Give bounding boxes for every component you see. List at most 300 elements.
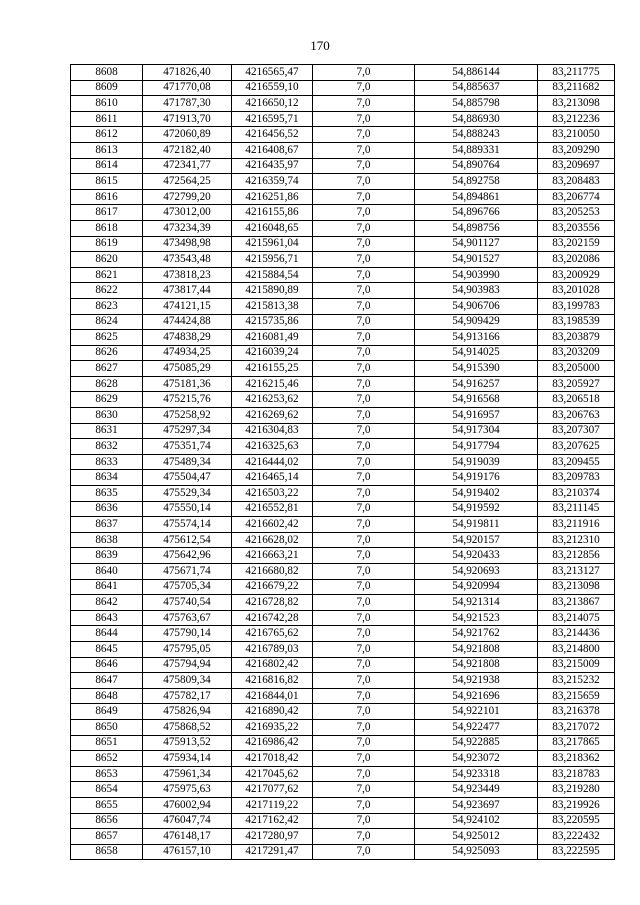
accuracy-cell: 7,0 bbox=[313, 236, 415, 252]
table-row bbox=[71, 205, 615, 221]
y-coordinate-cell: 4216155,86 bbox=[232, 205, 313, 221]
latitude-cell: 54,916257 bbox=[415, 376, 538, 392]
point-number-cell: 8651 bbox=[71, 735, 143, 751]
point-number-cell: 8648 bbox=[71, 688, 143, 704]
table-row bbox=[71, 688, 615, 704]
y-coordinate-cell: 4215956,71 bbox=[232, 252, 313, 268]
point-number-cell: 8616 bbox=[71, 189, 143, 205]
table-row bbox=[71, 454, 615, 470]
y-coordinate-cell: 4217018,42 bbox=[232, 751, 313, 767]
longitude-cell: 83,198539 bbox=[538, 314, 615, 330]
longitude-cell: 83,211682 bbox=[538, 80, 615, 96]
accuracy-cell: 7,0 bbox=[313, 735, 415, 751]
y-coordinate-cell: 4216215,46 bbox=[232, 376, 313, 392]
latitude-cell: 54,921808 bbox=[415, 641, 538, 657]
point-number-cell: 8629 bbox=[71, 392, 143, 408]
point-number-cell: 8617 bbox=[71, 205, 143, 221]
accuracy-cell: 7,0 bbox=[313, 532, 415, 548]
longitude-cell: 83,222432 bbox=[538, 829, 615, 845]
latitude-cell: 54,921762 bbox=[415, 626, 538, 642]
table-row bbox=[71, 704, 615, 720]
point-number-cell: 8623 bbox=[71, 298, 143, 314]
y-coordinate-cell: 4216742,28 bbox=[232, 610, 313, 626]
accuracy-cell: 7,0 bbox=[313, 813, 415, 829]
accuracy-cell: 7,0 bbox=[313, 314, 415, 330]
latitude-cell: 54,920157 bbox=[415, 532, 538, 548]
table-row bbox=[71, 361, 615, 377]
x-coordinate-cell: 475809,34 bbox=[143, 673, 232, 689]
table-row bbox=[71, 532, 615, 548]
y-coordinate-cell: 4216359,74 bbox=[232, 174, 313, 190]
longitude-cell: 83,210050 bbox=[538, 127, 615, 143]
table-row bbox=[71, 314, 615, 330]
table-row bbox=[71, 517, 615, 533]
accuracy-cell: 7,0 bbox=[313, 673, 415, 689]
latitude-cell: 54,885637 bbox=[415, 80, 538, 96]
latitude-cell: 54,919176 bbox=[415, 470, 538, 486]
table-row bbox=[71, 657, 615, 673]
y-coordinate-cell: 4216325,63 bbox=[232, 439, 313, 455]
accuracy-cell: 7,0 bbox=[313, 376, 415, 392]
y-coordinate-cell: 4216155,25 bbox=[232, 361, 313, 377]
x-coordinate-cell: 475826,94 bbox=[143, 704, 232, 720]
point-number-cell: 8656 bbox=[71, 813, 143, 829]
table-row bbox=[71, 283, 615, 299]
table-row bbox=[71, 564, 615, 580]
longitude-cell: 83,207625 bbox=[538, 439, 615, 455]
x-coordinate-cell: 475550,14 bbox=[143, 501, 232, 517]
latitude-cell: 54,925012 bbox=[415, 829, 538, 845]
accuracy-cell: 7,0 bbox=[313, 564, 415, 580]
longitude-cell: 83,214436 bbox=[538, 626, 615, 642]
point-number-cell: 8612 bbox=[71, 127, 143, 143]
x-coordinate-cell: 472341,77 bbox=[143, 158, 232, 174]
x-coordinate-cell: 472799,20 bbox=[143, 189, 232, 205]
x-coordinate-cell: 472564,25 bbox=[143, 174, 232, 190]
table-row bbox=[71, 65, 615, 81]
x-coordinate-cell: 475782,17 bbox=[143, 688, 232, 704]
longitude-cell: 83,205000 bbox=[538, 361, 615, 377]
x-coordinate-cell: 471913,70 bbox=[143, 111, 232, 127]
x-coordinate-cell: 475297,34 bbox=[143, 423, 232, 439]
latitude-cell: 54,896766 bbox=[415, 205, 538, 221]
accuracy-cell: 7,0 bbox=[313, 220, 415, 236]
latitude-cell: 54,923318 bbox=[415, 766, 538, 782]
table-row bbox=[71, 829, 615, 845]
latitude-cell: 54,923449 bbox=[415, 782, 538, 798]
x-coordinate-cell: 475215,76 bbox=[143, 392, 232, 408]
table-row bbox=[71, 641, 615, 657]
longitude-cell: 83,215009 bbox=[538, 657, 615, 673]
accuracy-cell: 7,0 bbox=[313, 829, 415, 845]
latitude-cell: 54,921808 bbox=[415, 657, 538, 673]
point-number-cell: 8618 bbox=[71, 220, 143, 236]
point-number-cell: 8610 bbox=[71, 96, 143, 112]
longitude-cell: 83,218362 bbox=[538, 751, 615, 767]
point-number-cell: 8637 bbox=[71, 517, 143, 533]
accuracy-cell: 7,0 bbox=[313, 80, 415, 96]
longitude-cell: 83,211775 bbox=[538, 65, 615, 81]
point-number-cell: 8638 bbox=[71, 532, 143, 548]
x-coordinate-cell: 473234,39 bbox=[143, 220, 232, 236]
point-number-cell: 8622 bbox=[71, 283, 143, 299]
x-coordinate-cell: 473818,23 bbox=[143, 267, 232, 283]
y-coordinate-cell: 4217045,62 bbox=[232, 766, 313, 782]
longitude-cell: 83,212236 bbox=[538, 111, 615, 127]
x-coordinate-cell: 475504,47 bbox=[143, 470, 232, 486]
y-coordinate-cell: 4215884,54 bbox=[232, 267, 313, 283]
latitude-cell: 54,914025 bbox=[415, 345, 538, 361]
point-number-cell: 8641 bbox=[71, 579, 143, 595]
latitude-cell: 54,925093 bbox=[415, 844, 538, 860]
latitude-cell: 54,898756 bbox=[415, 220, 538, 236]
latitude-cell: 54,916568 bbox=[415, 392, 538, 408]
accuracy-cell: 7,0 bbox=[313, 423, 415, 439]
accuracy-cell: 7,0 bbox=[313, 595, 415, 611]
y-coordinate-cell: 4216650,12 bbox=[232, 96, 313, 112]
longitude-cell: 83,203556 bbox=[538, 220, 615, 236]
x-coordinate-cell: 473543,48 bbox=[143, 252, 232, 268]
y-coordinate-cell: 4216679,22 bbox=[232, 579, 313, 595]
longitude-cell: 83,218783 bbox=[538, 766, 615, 782]
latitude-cell: 54,923072 bbox=[415, 751, 538, 767]
point-number-cell: 8614 bbox=[71, 158, 143, 174]
longitude-cell: 83,214075 bbox=[538, 610, 615, 626]
table-row bbox=[71, 189, 615, 205]
accuracy-cell: 7,0 bbox=[313, 657, 415, 673]
longitude-cell: 83,213127 bbox=[538, 564, 615, 580]
y-coordinate-cell: 4216465,14 bbox=[232, 470, 313, 486]
x-coordinate-cell: 475258,92 bbox=[143, 408, 232, 424]
x-coordinate-cell: 474934,25 bbox=[143, 345, 232, 361]
y-coordinate-cell: 4216565,47 bbox=[232, 65, 313, 81]
accuracy-cell: 7,0 bbox=[313, 189, 415, 205]
table-row bbox=[71, 80, 615, 96]
y-coordinate-cell: 4216816,82 bbox=[232, 673, 313, 689]
point-number-cell: 8644 bbox=[71, 626, 143, 642]
point-number-cell: 8628 bbox=[71, 376, 143, 392]
accuracy-cell: 7,0 bbox=[313, 579, 415, 595]
table-row bbox=[71, 626, 615, 642]
point-number-cell: 8643 bbox=[71, 610, 143, 626]
point-number-cell: 8647 bbox=[71, 673, 143, 689]
x-coordinate-cell: 476157,10 bbox=[143, 844, 232, 860]
y-coordinate-cell: 4216444,02 bbox=[232, 454, 313, 470]
table-row bbox=[71, 376, 615, 392]
x-coordinate-cell: 475763,67 bbox=[143, 610, 232, 626]
table-row bbox=[71, 470, 615, 486]
point-number-cell: 8649 bbox=[71, 704, 143, 720]
accuracy-cell: 7,0 bbox=[313, 751, 415, 767]
latitude-cell: 54,885798 bbox=[415, 96, 538, 112]
longitude-cell: 83,206518 bbox=[538, 392, 615, 408]
longitude-cell: 83,206763 bbox=[538, 408, 615, 424]
latitude-cell: 54,920433 bbox=[415, 548, 538, 564]
table-row bbox=[71, 844, 615, 860]
x-coordinate-cell: 472060,89 bbox=[143, 127, 232, 143]
longitude-cell: 83,212310 bbox=[538, 532, 615, 548]
y-coordinate-cell: 4216986,42 bbox=[232, 735, 313, 751]
x-coordinate-cell: 472182,40 bbox=[143, 142, 232, 158]
table-row bbox=[71, 298, 615, 314]
point-number-cell: 8635 bbox=[71, 486, 143, 502]
x-coordinate-cell: 475085,29 bbox=[143, 361, 232, 377]
x-coordinate-cell: 471770,08 bbox=[143, 80, 232, 96]
latitude-cell: 54,915390 bbox=[415, 361, 538, 377]
longitude-cell: 83,200929 bbox=[538, 267, 615, 283]
coordinates-table-body bbox=[71, 65, 615, 860]
table-row bbox=[71, 174, 615, 190]
y-coordinate-cell: 4216048,65 bbox=[232, 220, 313, 236]
x-coordinate-cell: 475913,52 bbox=[143, 735, 232, 751]
x-coordinate-cell: 475642,96 bbox=[143, 548, 232, 564]
longitude-cell: 83,211145 bbox=[538, 501, 615, 517]
y-coordinate-cell: 4216595,71 bbox=[232, 111, 313, 127]
longitude-cell: 83,205253 bbox=[538, 205, 615, 221]
x-coordinate-cell: 476148,17 bbox=[143, 829, 232, 845]
point-number-cell: 8652 bbox=[71, 751, 143, 767]
point-number-cell: 8639 bbox=[71, 548, 143, 564]
table-row bbox=[71, 595, 615, 611]
table-row bbox=[71, 673, 615, 689]
longitude-cell: 83,219280 bbox=[538, 782, 615, 798]
point-number-cell: 8634 bbox=[71, 470, 143, 486]
point-number-cell: 8640 bbox=[71, 564, 143, 580]
accuracy-cell: 7,0 bbox=[313, 65, 415, 81]
y-coordinate-cell: 4216789,03 bbox=[232, 641, 313, 657]
table-row bbox=[71, 236, 615, 252]
point-number-cell: 8611 bbox=[71, 111, 143, 127]
accuracy-cell: 7,0 bbox=[313, 501, 415, 517]
y-coordinate-cell: 4216552,81 bbox=[232, 501, 313, 517]
latitude-cell: 54,921938 bbox=[415, 673, 538, 689]
x-coordinate-cell: 473817,44 bbox=[143, 283, 232, 299]
point-number-cell: 8608 bbox=[71, 65, 143, 81]
y-coordinate-cell: 4216251,86 bbox=[232, 189, 313, 205]
y-coordinate-cell: 4217077,62 bbox=[232, 782, 313, 798]
accuracy-cell: 7,0 bbox=[313, 158, 415, 174]
table-row bbox=[71, 220, 615, 236]
point-number-cell: 8625 bbox=[71, 330, 143, 346]
latitude-cell: 54,922101 bbox=[415, 704, 538, 720]
longitude-cell: 83,212856 bbox=[538, 548, 615, 564]
y-coordinate-cell: 4216269,62 bbox=[232, 408, 313, 424]
accuracy-cell: 7,0 bbox=[313, 454, 415, 470]
point-number-cell: 8613 bbox=[71, 142, 143, 158]
longitude-cell: 83,220595 bbox=[538, 813, 615, 829]
point-number-cell: 8633 bbox=[71, 454, 143, 470]
longitude-cell: 83,217072 bbox=[538, 719, 615, 735]
x-coordinate-cell: 475740,54 bbox=[143, 595, 232, 611]
latitude-cell: 54,916957 bbox=[415, 408, 538, 424]
latitude-cell: 54,922885 bbox=[415, 735, 538, 751]
longitude-cell: 83,202086 bbox=[538, 252, 615, 268]
longitude-cell: 83,202159 bbox=[538, 236, 615, 252]
longitude-cell: 83,210374 bbox=[538, 486, 615, 502]
y-coordinate-cell: 4217119,22 bbox=[232, 797, 313, 813]
table-row bbox=[71, 439, 615, 455]
x-coordinate-cell: 475790,14 bbox=[143, 626, 232, 642]
x-coordinate-cell: 475612,54 bbox=[143, 532, 232, 548]
point-number-cell: 8646 bbox=[71, 657, 143, 673]
point-number-cell: 8645 bbox=[71, 641, 143, 657]
latitude-cell: 54,909429 bbox=[415, 314, 538, 330]
table-row bbox=[71, 501, 615, 517]
point-number-cell: 8615 bbox=[71, 174, 143, 190]
latitude-cell: 54,886930 bbox=[415, 111, 538, 127]
point-number-cell: 8654 bbox=[71, 782, 143, 798]
latitude-cell: 54,903990 bbox=[415, 267, 538, 283]
table-row bbox=[71, 610, 615, 626]
x-coordinate-cell: 475795,05 bbox=[143, 641, 232, 657]
point-number-cell: 8658 bbox=[71, 844, 143, 860]
y-coordinate-cell: 4217291,47 bbox=[232, 844, 313, 860]
y-coordinate-cell: 4216408,67 bbox=[232, 142, 313, 158]
point-number-cell: 8653 bbox=[71, 766, 143, 782]
y-coordinate-cell: 4216802,42 bbox=[232, 657, 313, 673]
latitude-cell: 54,913166 bbox=[415, 330, 538, 346]
x-coordinate-cell: 475794,94 bbox=[143, 657, 232, 673]
table-row bbox=[71, 392, 615, 408]
latitude-cell: 54,888243 bbox=[415, 127, 538, 143]
latitude-cell: 54,894861 bbox=[415, 189, 538, 205]
accuracy-cell: 7,0 bbox=[313, 844, 415, 860]
table-row bbox=[71, 408, 615, 424]
accuracy-cell: 7,0 bbox=[313, 470, 415, 486]
latitude-cell: 54,889331 bbox=[415, 142, 538, 158]
latitude-cell: 54,924102 bbox=[415, 813, 538, 829]
longitude-cell: 83,205927 bbox=[538, 376, 615, 392]
longitude-cell: 83,207307 bbox=[538, 423, 615, 439]
y-coordinate-cell: 4215813,38 bbox=[232, 298, 313, 314]
point-number-cell: 8655 bbox=[71, 797, 143, 813]
accuracy-cell: 7,0 bbox=[313, 174, 415, 190]
longitude-cell: 83,213098 bbox=[538, 579, 615, 595]
longitude-cell: 83,201028 bbox=[538, 283, 615, 299]
x-coordinate-cell: 474424,88 bbox=[143, 314, 232, 330]
table-row bbox=[71, 579, 615, 595]
table-row bbox=[71, 252, 615, 268]
longitude-cell: 83,209290 bbox=[538, 142, 615, 158]
latitude-cell: 54,917304 bbox=[415, 423, 538, 439]
y-coordinate-cell: 4216081,49 bbox=[232, 330, 313, 346]
x-coordinate-cell: 475868,52 bbox=[143, 719, 232, 735]
accuracy-cell: 7,0 bbox=[313, 548, 415, 564]
x-coordinate-cell: 475529,34 bbox=[143, 486, 232, 502]
latitude-cell: 54,921314 bbox=[415, 595, 538, 611]
accuracy-cell: 7,0 bbox=[313, 408, 415, 424]
x-coordinate-cell: 475489,34 bbox=[143, 454, 232, 470]
accuracy-cell: 7,0 bbox=[313, 361, 415, 377]
accuracy-cell: 7,0 bbox=[313, 330, 415, 346]
latitude-cell: 54,901527 bbox=[415, 252, 538, 268]
x-coordinate-cell: 475181,36 bbox=[143, 376, 232, 392]
latitude-cell: 54,922477 bbox=[415, 719, 538, 735]
table-row bbox=[71, 548, 615, 564]
accuracy-cell: 7,0 bbox=[313, 782, 415, 798]
latitude-cell: 54,886144 bbox=[415, 65, 538, 81]
y-coordinate-cell: 4215961,04 bbox=[232, 236, 313, 252]
y-coordinate-cell: 4217280,97 bbox=[232, 829, 313, 845]
accuracy-cell: 7,0 bbox=[313, 797, 415, 813]
point-number-cell: 8642 bbox=[71, 595, 143, 611]
x-coordinate-cell: 476002,94 bbox=[143, 797, 232, 813]
y-coordinate-cell: 4216559,10 bbox=[232, 80, 313, 96]
point-number-cell: 8627 bbox=[71, 361, 143, 377]
latitude-cell: 54,920693 bbox=[415, 564, 538, 580]
x-coordinate-cell: 475351,74 bbox=[143, 439, 232, 455]
accuracy-cell: 7,0 bbox=[313, 704, 415, 720]
latitude-cell: 54,892758 bbox=[415, 174, 538, 190]
accuracy-cell: 7,0 bbox=[313, 142, 415, 158]
point-number-cell: 8631 bbox=[71, 423, 143, 439]
point-number-cell: 8657 bbox=[71, 829, 143, 845]
latitude-cell: 54,906706 bbox=[415, 298, 538, 314]
point-number-cell: 8650 bbox=[71, 719, 143, 735]
accuracy-cell: 7,0 bbox=[313, 298, 415, 314]
coordinates-table bbox=[70, 64, 615, 860]
longitude-cell: 83,199783 bbox=[538, 298, 615, 314]
accuracy-cell: 7,0 bbox=[313, 283, 415, 299]
x-coordinate-cell: 476047,74 bbox=[143, 813, 232, 829]
x-coordinate-cell: 471787,30 bbox=[143, 96, 232, 112]
table-row bbox=[71, 797, 615, 813]
point-number-cell: 8624 bbox=[71, 314, 143, 330]
x-coordinate-cell: 475705,34 bbox=[143, 579, 232, 595]
latitude-cell: 54,903983 bbox=[415, 283, 538, 299]
x-coordinate-cell: 473012,00 bbox=[143, 205, 232, 221]
table-row bbox=[71, 782, 615, 798]
accuracy-cell: 7,0 bbox=[313, 345, 415, 361]
latitude-cell: 54,919592 bbox=[415, 501, 538, 517]
y-coordinate-cell: 4216435,97 bbox=[232, 158, 313, 174]
longitude-cell: 83,211916 bbox=[538, 517, 615, 533]
accuracy-cell: 7,0 bbox=[313, 252, 415, 268]
x-coordinate-cell: 475671,74 bbox=[143, 564, 232, 580]
accuracy-cell: 7,0 bbox=[313, 392, 415, 408]
y-coordinate-cell: 4216935,22 bbox=[232, 719, 313, 735]
y-coordinate-cell: 4216628,02 bbox=[232, 532, 313, 548]
point-number-cell: 8619 bbox=[71, 236, 143, 252]
point-number-cell: 8630 bbox=[71, 408, 143, 424]
y-coordinate-cell: 4216039,24 bbox=[232, 345, 313, 361]
longitude-cell: 83,219926 bbox=[538, 797, 615, 813]
table-row bbox=[71, 96, 615, 112]
accuracy-cell: 7,0 bbox=[313, 626, 415, 642]
longitude-cell: 83,209455 bbox=[538, 454, 615, 470]
y-coordinate-cell: 4216602,42 bbox=[232, 517, 313, 533]
longitude-cell: 83,203879 bbox=[538, 330, 615, 346]
latitude-cell: 54,919039 bbox=[415, 454, 538, 470]
x-coordinate-cell: 475574,14 bbox=[143, 517, 232, 533]
latitude-cell: 54,921523 bbox=[415, 610, 538, 626]
longitude-cell: 83,215232 bbox=[538, 673, 615, 689]
table-row bbox=[71, 142, 615, 158]
latitude-cell: 54,920994 bbox=[415, 579, 538, 595]
longitude-cell: 83,215659 bbox=[538, 688, 615, 704]
y-coordinate-cell: 4216728,82 bbox=[232, 595, 313, 611]
table-row bbox=[71, 486, 615, 502]
x-coordinate-cell: 475934,14 bbox=[143, 751, 232, 767]
latitude-cell: 54,921696 bbox=[415, 688, 538, 704]
y-coordinate-cell: 4215735,86 bbox=[232, 314, 313, 330]
table-row bbox=[71, 267, 615, 283]
table-row bbox=[71, 127, 615, 143]
x-coordinate-cell: 475961,34 bbox=[143, 766, 232, 782]
y-coordinate-cell: 4216503,22 bbox=[232, 486, 313, 502]
table-row bbox=[71, 719, 615, 735]
accuracy-cell: 7,0 bbox=[313, 127, 415, 143]
